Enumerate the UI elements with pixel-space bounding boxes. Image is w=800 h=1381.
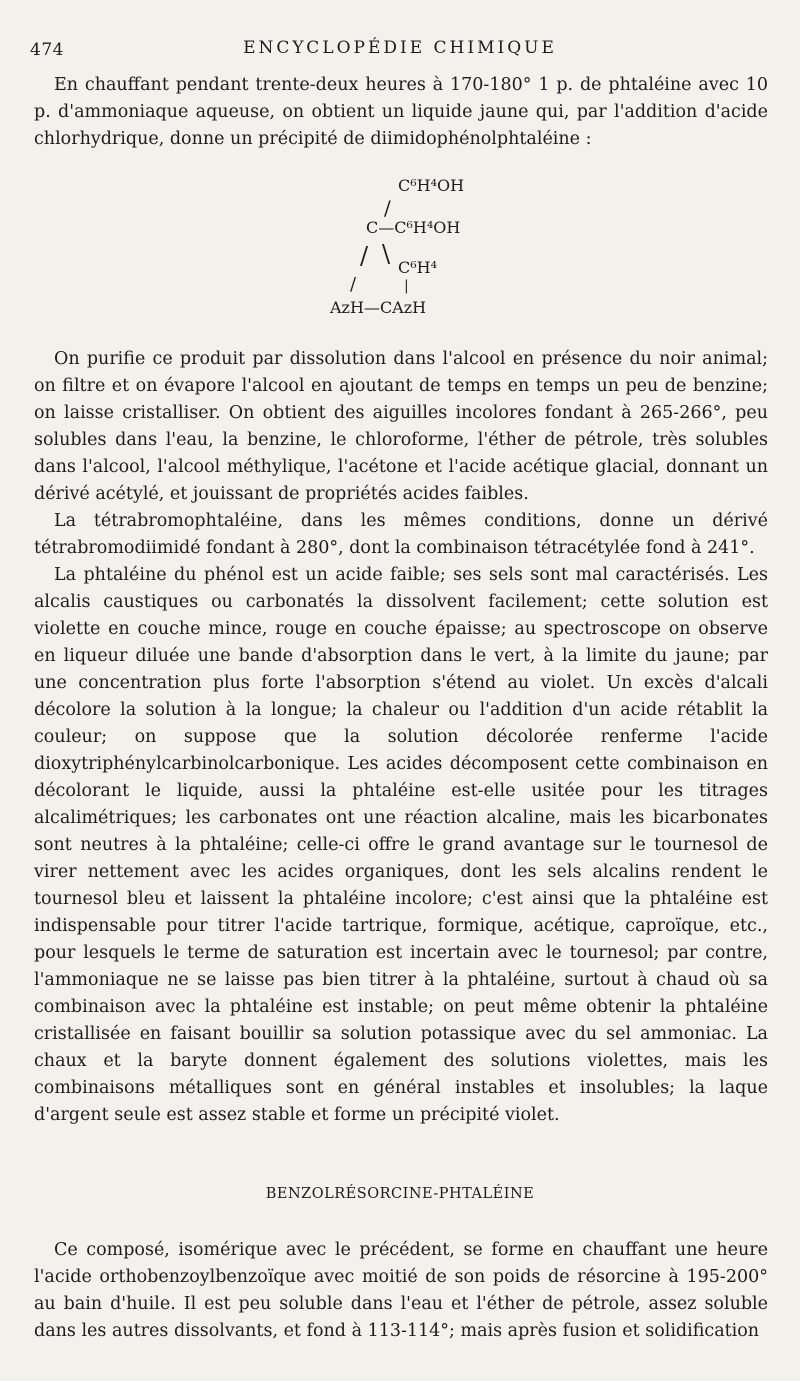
formula-bond-3: \: [382, 240, 391, 268]
section-heading: BENZOLRÉSORCINE-PHTALÉINE: [265, 1186, 535, 1202]
formula-bond-4: /: [350, 274, 357, 295]
paragraph-3: La tétrabromophtaléine, dans les mêmes conditions, donne un dérivé tétrabromodiimidé fondant à 280°, dont la combinaison tétracétylée fond à 241°.: [34, 511, 768, 558]
formula-bottom: AzH—CAzH: [330, 298, 427, 317]
formula-bond-5: |: [404, 278, 409, 294]
formula-bond-2: /: [360, 242, 369, 270]
paragraph-1: En chauffant pendant trente-deux heures à 170-180° 1 p. de phtaléine avec 10 p. d'ammoniaque aqueuse, on obtient un liquide jaune qui, par l'addition d'acide chlorhydrique, donne un précipité de diimidophénolphtaléine :: [34, 75, 768, 149]
paragraph-4: La phtaléine du phénol est un acide faible; ses sels sont mal caractérisés. Les alcalis caustiques ou carbonatés la dissolvent facilement; cette solution est violette en couche mince, rouge en couche épaisse; au spectroscope on observe en liqueur diluée une bande d'absorption dans le vert, à la limite du jaune; par une concentration plus forte l'absorption s'étend au violet. Un excès d'alcali décolore la solution à la longue; la chaleur ou l'addition d'un acide rétablit la couleur; on suppose que la solution décolorée renferme l'acide dioxytriphénylcarbinolcarbonique. Les acides décomposent cette combinaison en décolorant le liquide, aussi la phtaléine est-elle usitée pour les titrages alcalimétriques; les carbonates ont une réaction alcaline, mais les bicarbonates sont neutres à la phtaléine; celle-ci offre le grand avantage sur le tournesol de virer nettement avec les acides organiques, dont les sels alcalins rendent le tournesol bleu et laissent la phtaléine incolore; c'est ainsi que la phtaléine est indispensable pour titrer l'acide tartrique, formique, acétique, caproïque, etc., pour lesquels le terme de saturation est incertain avec le tournesol; par contre, l'ammoniaque ne se laisse pas bien titrer à la phtaléine, surtout à chaud où sa combinaison avec la phtaléine est instable; on peut même obtenir la phtaléine cristallisée en faisant bouillir sa solution potassique avec du sel ammoniac. La chaux et la baryte donnent également des solutions violettes, mais les combinaisons métalliques sont en général instables et insolubles; la laque d'argent seule est assez stable et forme un précipité violet.: [34, 565, 768, 1125]
running-head: ENCYCLOPÉDIE CHIMIQUE: [243, 38, 557, 58]
paragraph-5: Ce composé, isomérique avec le précédent, se forme en chauffant une heure l'acide orthobenzoylbenzoïque avec moitié de son poids de résorcine à 195-200° au bain d'huile. Il est peu soluble dans l'eau et l'éther de pétrole, assez soluble dans les autres dissolvants, et fond à 113-114°; mais après fusion et solidification: [34, 1240, 768, 1341]
formula-bond-1: /: [384, 196, 391, 220]
page-number: 474: [30, 40, 64, 60]
structural-formula: [330, 176, 550, 326]
formula-ring: C⁶H⁴: [398, 258, 438, 277]
formula-top: C⁶H⁴OH: [398, 176, 465, 195]
formula-middle: C—C⁶H⁴OH: [366, 218, 461, 237]
paragraph-2: On purifie ce produit par dissolution dans l'alcool en présence du noir animal; on filtre et on évapore l'alcool en ajoutant de temps en temps un peu de benzine; on laisse cristalliser. On obtient des aiguilles incolores fondant à 265-266°, peu solubles dans l'eau, la benzine, le chloroforme, l'éther de pétrole, très solubles dans l'alcool, l'alcool méthylique, l'acétone et l'acide acétique glacial, donnant un dérivé acétylé, et jouissant de propriétés acides faibles.: [34, 349, 768, 504]
